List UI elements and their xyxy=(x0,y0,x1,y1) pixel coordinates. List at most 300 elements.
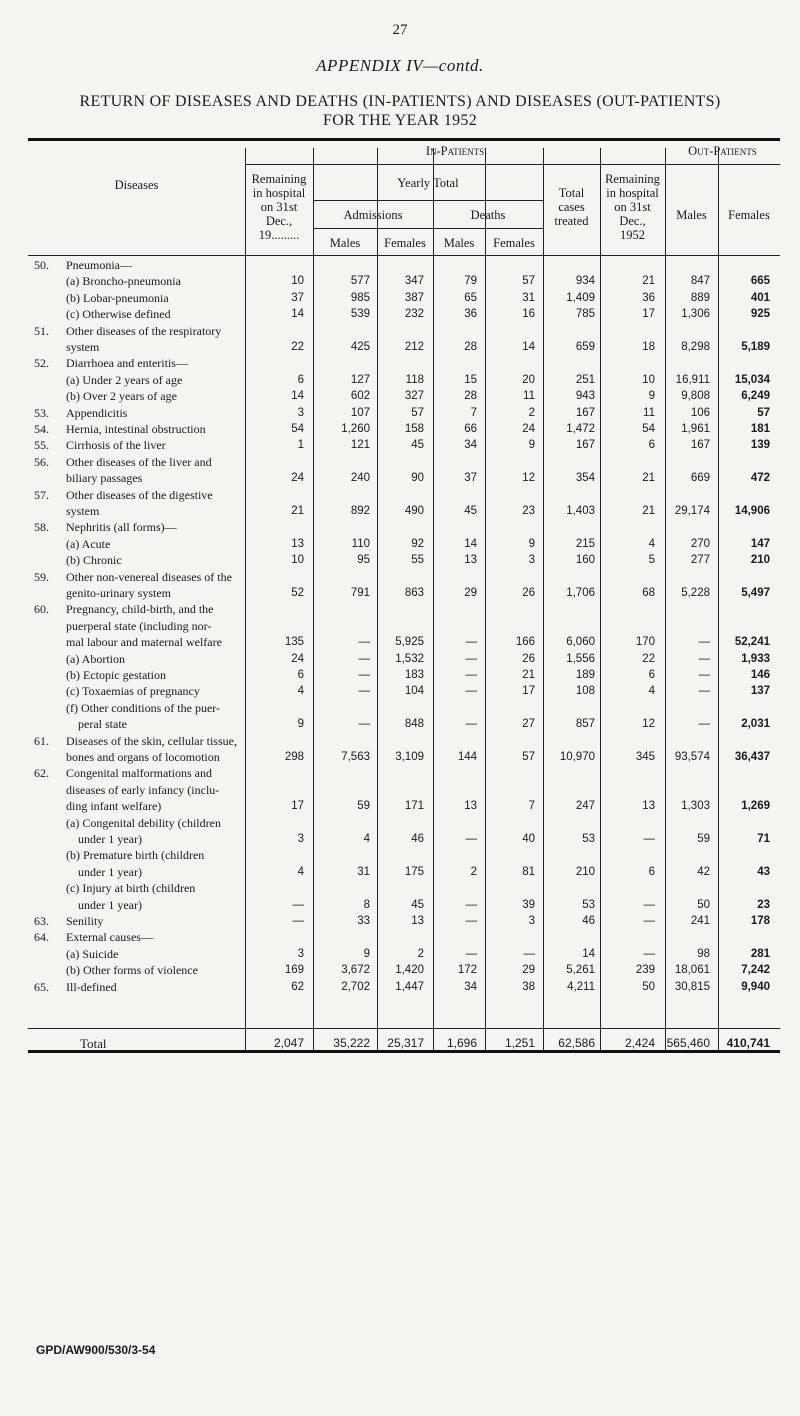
data-cell: 31 xyxy=(522,291,535,304)
data-cell: 354 xyxy=(575,472,595,485)
data-cell: 5,497 xyxy=(741,587,770,599)
data-cell: 18,061 xyxy=(674,964,710,977)
data-cell: 4 xyxy=(297,865,304,878)
data-cell: — xyxy=(698,669,710,681)
data-cell: 29,174 xyxy=(674,505,710,517)
data-cell: 13 xyxy=(291,537,304,550)
data-cell: 20 xyxy=(522,373,535,386)
data-cell: 401 xyxy=(750,291,770,304)
total-cases-header: cases xyxy=(558,200,585,214)
data-cell: — xyxy=(358,652,370,665)
data-cell: 181 xyxy=(750,423,770,435)
total-cell: 35,222 xyxy=(333,1036,370,1050)
data-cell: 577 xyxy=(350,275,370,288)
data-cell: 1,933 xyxy=(741,652,770,665)
diseases-header: Diseases xyxy=(114,178,159,192)
data-cell: 57 xyxy=(522,275,535,288)
disease-label: Cirrhosis of the liver xyxy=(66,438,166,453)
total-cell: 410,741 xyxy=(726,1036,770,1050)
table-bottom-rule xyxy=(28,1050,780,1053)
data-cell: 110 xyxy=(351,537,370,550)
data-cell: — xyxy=(698,652,710,665)
data-cell: 16 xyxy=(522,308,535,321)
total-cell: 1,251 xyxy=(504,1036,535,1050)
total-label: Total xyxy=(80,1036,107,1051)
data-cell: 298 xyxy=(284,751,304,763)
data-cell: 4 xyxy=(297,685,304,698)
data-cell: 13 xyxy=(464,800,477,813)
data-cell: — xyxy=(465,915,477,927)
row-number: 63. xyxy=(34,914,49,928)
disease-label: puerperal state (including nor- xyxy=(66,618,212,633)
data-cell: 425 xyxy=(350,341,370,353)
data-cell: 79 xyxy=(464,275,477,288)
data-cell: 848 xyxy=(404,718,424,731)
row-number: 51. xyxy=(34,323,49,338)
disease-label: peral state xyxy=(78,717,127,732)
data-cell: 21 xyxy=(642,472,655,485)
data-cell: 2,031 xyxy=(741,718,770,731)
data-cell: 857 xyxy=(575,718,595,731)
data-cell: 2 xyxy=(417,947,424,960)
data-cell: 57 xyxy=(522,751,535,763)
data-cell: 5,261 xyxy=(566,964,595,977)
row-number: 59. xyxy=(34,569,49,584)
disease-label: (c) Injury at birth (children xyxy=(66,881,196,896)
yearly-total-header: Yearly Total xyxy=(397,176,459,190)
data-cell: 93,574 xyxy=(674,751,710,763)
remaining-end-header: in hospital xyxy=(606,186,659,200)
data-cell: 1,409 xyxy=(566,291,595,304)
data-cell: 71 xyxy=(757,833,770,845)
disease-label: Other diseases of the digestive xyxy=(66,487,213,502)
disease-label: Pregnancy, child-birth, and the xyxy=(66,602,214,617)
data-cell: 210 xyxy=(575,865,595,878)
data-cell: 166 xyxy=(515,636,535,649)
disease-label: (a) Acute xyxy=(66,536,111,551)
data-cell: — xyxy=(358,669,370,681)
total-cell: 25,317 xyxy=(387,1036,424,1050)
data-cell: 2,702 xyxy=(341,980,370,993)
data-cell: 121 xyxy=(350,439,370,452)
data-cell: 167 xyxy=(575,439,595,452)
data-cell: 30,815 xyxy=(674,980,710,993)
page-number: 27 xyxy=(392,22,408,38)
data-cell: 4 xyxy=(363,833,370,845)
data-cell: 118 xyxy=(405,373,424,386)
data-cell: 55 xyxy=(411,554,424,567)
remaining-end-header: Dec., xyxy=(619,214,646,228)
data-cell: 1,306 xyxy=(681,308,710,321)
data-cell: 7,242 xyxy=(741,964,770,977)
disease-label: mal labour and maternal welfare xyxy=(66,635,222,650)
data-cell: 9,940 xyxy=(741,980,770,993)
disease-label: (b) Over 2 years of age xyxy=(66,389,177,404)
data-cell: 3,109 xyxy=(395,751,424,763)
data-cell: 14 xyxy=(291,390,304,403)
disease-label: under 1 year) xyxy=(78,864,142,879)
data-cell: 52,241 xyxy=(734,636,770,649)
data-cell: 345 xyxy=(635,751,655,763)
disease-label: Pneumonia— xyxy=(66,258,132,272)
disease-label: Congenital malformations and xyxy=(66,766,212,781)
data-cell: 14 xyxy=(522,341,535,353)
data-cell: 669 xyxy=(690,472,710,485)
data-cell: 45 xyxy=(411,439,424,452)
data-cell: 172 xyxy=(457,964,477,977)
data-cell: 785 xyxy=(575,308,595,321)
row-number: 62. xyxy=(34,766,49,781)
admissions-deaths-underline xyxy=(313,228,543,229)
data-cell: 3 xyxy=(297,406,304,419)
total-cell: 2,047 xyxy=(273,1036,304,1050)
disease-label: (a) Suicide xyxy=(66,946,119,961)
data-cell: 22 xyxy=(642,652,655,665)
title-line-1: RETURN OF DISEASES AND DEATHS (IN-PATIENTS) AND DISEASES (OUT-PATIENTS) xyxy=(79,93,721,110)
disease-label: Nephritis (all forms)— xyxy=(66,520,177,535)
disease-label: (a) Under 2 years of age xyxy=(66,372,183,387)
disease-label: diseases of early infancy (inclu- xyxy=(66,782,220,797)
out-females-header: Females xyxy=(728,208,770,222)
total-cell: 565,460 xyxy=(666,1036,710,1050)
data-cell: 14 xyxy=(464,537,477,550)
disease-label: bones and organs of locomotion xyxy=(66,750,220,764)
total-cell: 1,696 xyxy=(446,1036,477,1050)
data-cell: 925 xyxy=(750,308,770,321)
data-cell: 108 xyxy=(575,685,595,698)
data-cell: 12 xyxy=(522,472,535,485)
data-cell: 8,298 xyxy=(681,341,710,353)
data-cell: 9 xyxy=(363,947,370,960)
disease-label: under 1 year) xyxy=(78,897,142,912)
disease-label: (b) Lobar-pneumonia xyxy=(66,290,169,305)
data-cell: 347 xyxy=(404,275,424,288)
row-number: 54. xyxy=(34,422,49,436)
total-row-rule xyxy=(28,1028,780,1029)
data-cell: 92 xyxy=(411,537,424,550)
disease-label: (a) Congenital debility (children xyxy=(66,815,221,830)
data-cell: 189 xyxy=(575,669,595,681)
data-cell: 665 xyxy=(750,275,770,288)
data-cell: 28 xyxy=(464,341,477,353)
data-cell: 54 xyxy=(291,423,304,435)
data-cell: 539 xyxy=(350,308,370,321)
data-cell: 9 xyxy=(528,537,535,550)
data-cell: 3 xyxy=(528,915,535,927)
data-cell: 146 xyxy=(750,669,770,681)
data-cell: 107 xyxy=(350,406,370,419)
data-cell: 17 xyxy=(642,308,655,321)
data-cell: 9,808 xyxy=(681,390,710,403)
data-cell: 4 xyxy=(648,685,655,698)
data-cell: 178 xyxy=(750,915,770,927)
data-cell: 9 xyxy=(297,718,304,731)
data-cell: 62 xyxy=(291,980,304,993)
data-cell: 34 xyxy=(464,439,477,452)
data-cell: 46 xyxy=(411,833,424,845)
data-cell: 171 xyxy=(404,800,424,813)
data-cell: 24 xyxy=(291,652,304,665)
data-cell: 14,906 xyxy=(734,505,770,517)
data-cell: — xyxy=(523,947,535,960)
data-cell: 1,532 xyxy=(395,652,424,665)
data-cell: 24 xyxy=(291,472,304,485)
disease-label: Hernia, intestinal obstruction xyxy=(66,422,206,436)
data-cell: 387 xyxy=(404,291,424,304)
disease-label: genito-urinary system xyxy=(66,586,171,600)
disease-label: Senility xyxy=(66,914,104,928)
remaining-start-header: 19......... xyxy=(258,228,300,242)
remaining-start-header: Dec., xyxy=(265,214,293,228)
disease-label: (f) Other conditions of the puer- xyxy=(66,700,221,715)
disease-label: External causes— xyxy=(66,930,153,945)
row-number: 65. xyxy=(34,979,49,994)
data-cell: 7,563 xyxy=(341,751,370,763)
data-cell: 5,925 xyxy=(395,636,424,649)
data-cell: 247 xyxy=(575,800,595,813)
data-cell: 40 xyxy=(522,833,535,845)
data-cell: 6 xyxy=(648,669,655,681)
data-cell: 38 xyxy=(522,980,535,993)
data-cell: 602 xyxy=(350,390,370,403)
data-cell: — xyxy=(698,718,710,731)
data-cell: 36 xyxy=(464,308,477,321)
data-cell: 1,556 xyxy=(566,652,595,665)
data-cell: 68 xyxy=(642,587,655,599)
data-cell: 15,034 xyxy=(734,373,770,386)
data-cell: 26 xyxy=(522,652,535,665)
data-cell: 5 xyxy=(648,554,655,567)
data-cell: 1,269 xyxy=(741,800,770,813)
data-cell: 13 xyxy=(464,554,477,567)
data-cell: 5,228 xyxy=(681,587,710,599)
remaining-end-header: 1952 xyxy=(620,228,645,242)
data-cell: — xyxy=(292,915,304,927)
data-cell: 21 xyxy=(291,505,304,517)
data-cell: 23 xyxy=(757,898,770,911)
data-cell: 54 xyxy=(642,423,655,435)
data-cell: — xyxy=(643,947,655,960)
data-cell: 985 xyxy=(350,291,370,304)
data-cell: — xyxy=(358,685,370,698)
death-males-header: Males xyxy=(443,236,475,250)
data-cell: 147 xyxy=(750,537,770,550)
data-cell: 239 xyxy=(635,964,655,977)
data-cell: 50 xyxy=(697,898,710,911)
data-cell: 241 xyxy=(690,915,710,927)
data-cell: 12 xyxy=(642,718,655,731)
data-cell: — xyxy=(465,652,477,665)
header-bottom-rule xyxy=(28,255,780,256)
data-cell: 144 xyxy=(457,751,477,763)
data-cell: 36 xyxy=(642,291,655,304)
disease-label: Other non-venereal diseases of the xyxy=(66,569,232,584)
data-cell: 50 xyxy=(642,980,655,993)
data-cell: — xyxy=(292,898,304,911)
data-cell: 26 xyxy=(522,587,535,599)
data-cell: 863 xyxy=(404,587,424,599)
data-cell: 14 xyxy=(582,947,595,960)
data-cell: — xyxy=(465,898,477,911)
data-cell: 29 xyxy=(464,587,477,599)
appendix-heading: APPENDIX IV—contd. xyxy=(316,56,484,75)
data-cell: 3 xyxy=(297,947,304,960)
data-cell: 10 xyxy=(291,554,304,567)
total-cell: 62,586 xyxy=(558,1036,595,1050)
data-cell: 175 xyxy=(404,865,424,878)
data-cell: 160 xyxy=(575,554,595,567)
total-cases-header: treated xyxy=(554,214,589,228)
data-cell: 106 xyxy=(690,406,710,419)
disease-label: (c) Toxaemias of pregnancy xyxy=(66,684,200,699)
data-cell: 33 xyxy=(357,915,370,927)
data-cell: 27 xyxy=(522,718,535,731)
data-cell: — xyxy=(465,685,477,698)
data-cell: 95 xyxy=(357,554,370,567)
data-cell: — xyxy=(465,947,477,960)
data-cell: 210 xyxy=(750,554,770,567)
data-cell: 6 xyxy=(297,669,304,681)
data-cell: 277 xyxy=(690,554,710,567)
data-cell: 8 xyxy=(363,898,370,911)
data-cell: 215 xyxy=(575,537,595,550)
data-cell: 81 xyxy=(522,865,535,878)
table-top-rule xyxy=(28,138,780,141)
data-cell: 11 xyxy=(643,406,655,419)
data-cell: 21 xyxy=(642,505,655,517)
data-cell: 2 xyxy=(470,865,477,878)
data-cell: 183 xyxy=(404,669,424,681)
disease-label: (b) Other forms of violence xyxy=(66,963,198,978)
data-cell: 17 xyxy=(291,800,304,813)
data-cell: 2 xyxy=(528,406,535,419)
print-code: GPD/AW900/530/3-54 xyxy=(36,1343,156,1357)
data-cell: 1,260 xyxy=(341,423,370,435)
data-cell: 232 xyxy=(404,308,424,321)
data-cell: 4 xyxy=(648,537,655,550)
data-cell: 57 xyxy=(411,406,424,419)
data-cell: 1,403 xyxy=(566,505,595,517)
data-cell: 3,672 xyxy=(341,964,370,977)
out-males-header: Males xyxy=(676,208,707,222)
data-cell: 169 xyxy=(284,964,304,977)
data-cell: — xyxy=(465,833,477,845)
data-cell: 90 xyxy=(411,472,424,485)
data-cell: 1,420 xyxy=(395,964,424,977)
data-cell: 11 xyxy=(523,390,535,403)
total-cases-header: Total xyxy=(558,186,585,200)
data-cell: 104 xyxy=(404,685,424,698)
remaining-start-header: Remaining xyxy=(251,172,307,186)
data-cell: 52 xyxy=(291,587,304,599)
disease-label: (c) Otherwise defined xyxy=(66,307,171,322)
data-cell: 22 xyxy=(291,341,304,353)
data-cell: — xyxy=(465,718,477,731)
data-cell: 53 xyxy=(582,898,595,911)
data-cell: 472 xyxy=(750,472,770,485)
data-cell: 5,189 xyxy=(741,341,770,353)
data-cell: 127 xyxy=(350,373,370,386)
disease-label: Diseases of the skin, cellular tissue, xyxy=(66,733,237,748)
data-cell: 490 xyxy=(404,505,424,517)
data-cell: 892 xyxy=(350,505,370,517)
data-cell: 59 xyxy=(357,800,370,813)
data-cell: 240 xyxy=(350,472,370,485)
data-cell: 66 xyxy=(464,423,477,435)
data-cell: 934 xyxy=(575,275,595,288)
row-number: 61. xyxy=(34,733,49,748)
data-cell: 21 xyxy=(642,275,655,288)
data-cell: 42 xyxy=(697,865,710,878)
data-cell: 37 xyxy=(464,472,477,485)
data-cell: 1,447 xyxy=(395,980,424,993)
disease-label: biliary passages xyxy=(66,471,143,486)
data-cell: 39 xyxy=(522,898,535,911)
disease-label: Appendicitis xyxy=(66,405,128,420)
remaining-end-header: Remaining xyxy=(605,172,660,186)
deaths-header: Deaths xyxy=(470,208,506,222)
disease-label: Diarrhoea and enteritis— xyxy=(66,356,188,371)
data-cell: 889 xyxy=(690,291,710,304)
data-cell: 158 xyxy=(404,423,424,435)
data-cell: 43 xyxy=(757,865,770,878)
data-cell: 18 xyxy=(642,341,655,353)
data-cell: 659 xyxy=(575,341,595,353)
data-cell: 37 xyxy=(291,291,304,304)
data-cell: — xyxy=(698,636,710,649)
data-cell: 170 xyxy=(635,636,655,649)
disease-label: Other diseases of the liver and xyxy=(66,454,212,469)
data-cell: 34 xyxy=(464,980,477,993)
remaining-end-header: on 31st xyxy=(614,200,651,214)
in-patients-underline xyxy=(245,164,665,165)
data-cell: 21 xyxy=(522,669,535,681)
data-cell: 3 xyxy=(528,554,535,567)
data-cell: 28 xyxy=(464,390,477,403)
data-cell: 1,961 xyxy=(681,423,710,435)
adm-females-header: Females xyxy=(384,236,426,250)
disease-label: ding infant welfare) xyxy=(66,799,162,814)
data-cell: 212 xyxy=(404,341,424,353)
data-cell: 10,970 xyxy=(559,751,595,763)
row-number: 58. xyxy=(34,520,49,535)
total-cell: 2,424 xyxy=(624,1036,655,1050)
data-cell: 1,472 xyxy=(566,423,595,435)
data-cell: 6,060 xyxy=(566,636,595,649)
data-cell: 9 xyxy=(528,439,535,452)
data-cell: 3 xyxy=(297,833,304,845)
data-cell: 167 xyxy=(690,439,710,452)
data-cell: 13 xyxy=(642,800,655,813)
disease-label: (a) Broncho-pneumonia xyxy=(66,274,181,289)
data-cell: 7 xyxy=(528,800,535,813)
disease-label: Ill-defined xyxy=(66,979,117,994)
data-cell: 6,249 xyxy=(741,390,770,403)
data-cell: — xyxy=(465,636,477,649)
data-cell: 59 xyxy=(697,833,710,845)
row-number: 56. xyxy=(34,454,49,469)
data-cell: 46 xyxy=(582,915,595,927)
data-cell: 139 xyxy=(750,439,770,452)
row-number: 60. xyxy=(34,602,49,617)
row-number: 50. xyxy=(34,258,49,272)
data-cell: — xyxy=(358,636,370,649)
disease-label: (a) Abortion xyxy=(66,651,125,666)
data-cell: 1,303 xyxy=(681,800,710,813)
row-number: 52. xyxy=(34,356,49,371)
data-cell: 29 xyxy=(522,964,535,977)
data-cell: 15 xyxy=(464,373,477,386)
